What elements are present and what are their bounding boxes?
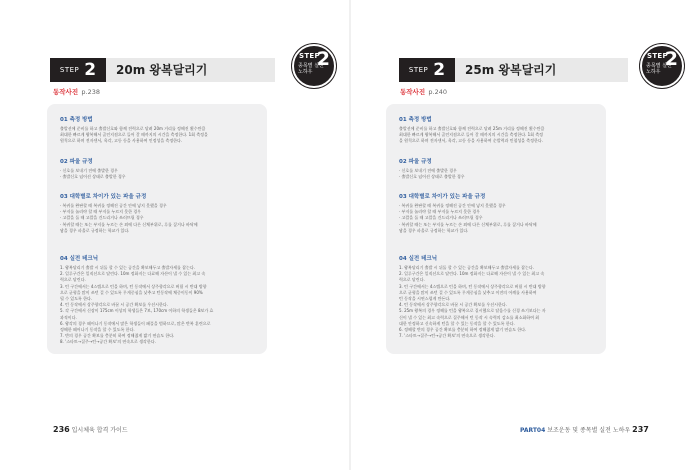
right-page xyxy=(350,0,700,470)
step-badge: STEP 2 종목별 실전 노하우 xyxy=(640,44,684,88)
page-title: 20m 왕복달리기 xyxy=(116,63,208,77)
page-number: 236 xyxy=(53,425,70,434)
page-footer: 236 입시체육 합격 가이드 xyxy=(53,425,128,434)
section-foul-by-school: 03 대학별로 차이가 있는 파울 규정 · 복귀를 완판할 때 복귀를 정해진 공간 안에 넣지 못했을 경우 · 부저를 눌러야 할 때 부저를 누르지 못한 경우 · 고깔을 돌 때 고깔을 건드리거나 쓰러뜨릴 경우 · 복귀할 때는 또는 부저를 누르는 손 외에 다른 신체부위로, 루를 짚거나 바닥에 닿을 경우 파울로 규정하는 학교가 있다. xyxy=(399,194,537,233)
content-panel xyxy=(386,104,606,354)
section-technique: 04 실전 테크닉 1. 왕복달리기 출발 시 뒤돌 할 수 있는 공간을 확보해두고 출발자세를 잡는다. 2. 일루구간은 일직선으로 달린다. 10m 정화지는 다료해 자산이 낼 수 있는 최고 속 력으로 달린다. 3. 턴 구간에서는 4스텝으로 턴을 하며, 턴 동작에서 상주향각으로 버릴 시 반대 방향 으로 균형을 많이 쓰던 걸 수 있도록 무게중심을 낮추고 턴동작에 체중이동이 90% 될 수 있도록 한다. 4. 턴 동작에서 상주향각으로 바꿀 시 공간 확보를 우선시한다. 5. 각 구간에서 신장이 175cm 이상의 학생들은 7보, 170cm 이하의 학생들은 8보가 효 과적이다. 6. 왕각의 경우 떼어나기 동작에서 많은 학생들이 패플을 범하므로, 많은 반복 훈련으로 정해한 떼어나기 동작을 할 수 있도록 한다. 7. 반의 경우 공간 확보를 충분히 하여 정해졌게 밟기 연습도 한다. 8. '스타트→질주→턴→공간 확보'의 연속으로 생각한다. xyxy=(60,256,214,345)
step-label: STEP 2 xyxy=(399,58,455,82)
page-number: 237 xyxy=(632,425,649,434)
section-measure: 01 측정 방법 출발선에 준비를 하고 출발신호와 함께 전력으로 달려 20m 거리를 정해진 횟수만큼 최대한 빠르게 왕복해서 골인지점으로 들어 갈 때까지의 시간을 측정한다. 1회 측정을 원칙으로 하며 전자센서, 육각, 고등 등을 사용하여 인정성을 측정한다. xyxy=(60,117,208,144)
photo-reference: 동작사진 p.238 xyxy=(53,88,100,96)
page-footer: PART04 보조운동 및 종목별 실전 노하우 237 xyxy=(520,425,649,434)
section-measure: 01 측정 방법 출발선에 준비를 하고 출발신호와 함께 전력으로 달려 25m 거리를 정해진 횟수만큼 최대한 빠르게 왕복해서 골인지점으로 들어 갈 때까지의 시간을 측정한다. 1회 측정 을 원칙으로 하며 전자센서, 육각, 고등 등을 사용하여 순발력과 민첩성을 측정한다. xyxy=(399,117,545,144)
step-badge: STEP 2 종목별 실전 노하우 xyxy=(292,44,336,88)
photo-reference: 동작사진 p.240 xyxy=(400,88,447,96)
section-foul: 02 파울 규정 · 신호를 보내기 전에 출발한 경우 · 출발신호 넘어선 상태로 출발한 경우 xyxy=(60,159,126,180)
content-panel xyxy=(47,104,267,354)
section-header xyxy=(399,58,628,82)
section-header xyxy=(50,58,275,82)
section-technique: 04 실전 테크닉 1. 왕복달리기 출발 시 뒤돌 할 수 있는 공간을 확보해두고 출발자세를 잡는다. 2. 일루구간은 일직선으로 달린다. 10m 정화지는 다료해 자산이 낼 수 있는 최고 속 력으로 달린다. 3. 턴 구간에서는 4스텝으로 턴을 하며, 턴 동작에서 상주향각으로 버릴 시 반대 방향 으로 균형을 많이 쓰던 걸 수 있도록 무게중심을 낮추고 이전의 어깨를 사용하여 턴 동작을 시연스럽게 만든다. 4. 턴 동작에서 상주향각으로 바꿀 시 공간 확보를 우선시한다. 5. 25m 왕복의 경우 정해를 턴을 왕복으로 질시했으로 달음수를 신경 쓰기보다는 자 신이 낼 수 있는 최고 속력으로 질주해서 턴 동작 시 속력의 감소를 최소화하여 최 대한 안정하고 신속하게 턴을 할 수 있는 동작을 할 수 있도록 한다. 6. 정해할 반의 경우 공간 확보를 충분히 하여 정해졌게 밟기 연습도 한다. 7. '스타트→질주→턴→공간 확보'의 연속으로 생각한다. xyxy=(399,256,546,339)
step-label: STEP 2 xyxy=(50,58,106,82)
section-foul-by-school: 03 대학별로 차이가 있는 파울 규정 · 복귀를 완판할 때 복귀를 정해진 공간 안에 넣지 못했을 경우 · 부저를 눌러야 할 때 부저를 누르지 못한 경우 · 고깔을 돌 때 고깔을 건드리거나 쓰러뜨릴 경우 · 복귀할 때는 또는 부저를 누르는 손 외에 다른 신체부위로, 루를 짚거나 바닥에 닿을 경우 파울로 규정하는 학교가 있다. xyxy=(60,194,198,233)
section-foul: 02 파울 규정 · 신호를 보내기 전에 출발한 경우 · 출발신호 넘어선 상태로 출발한 경우 xyxy=(399,159,465,180)
page-title: 25m 왕복달리기 xyxy=(465,63,557,77)
